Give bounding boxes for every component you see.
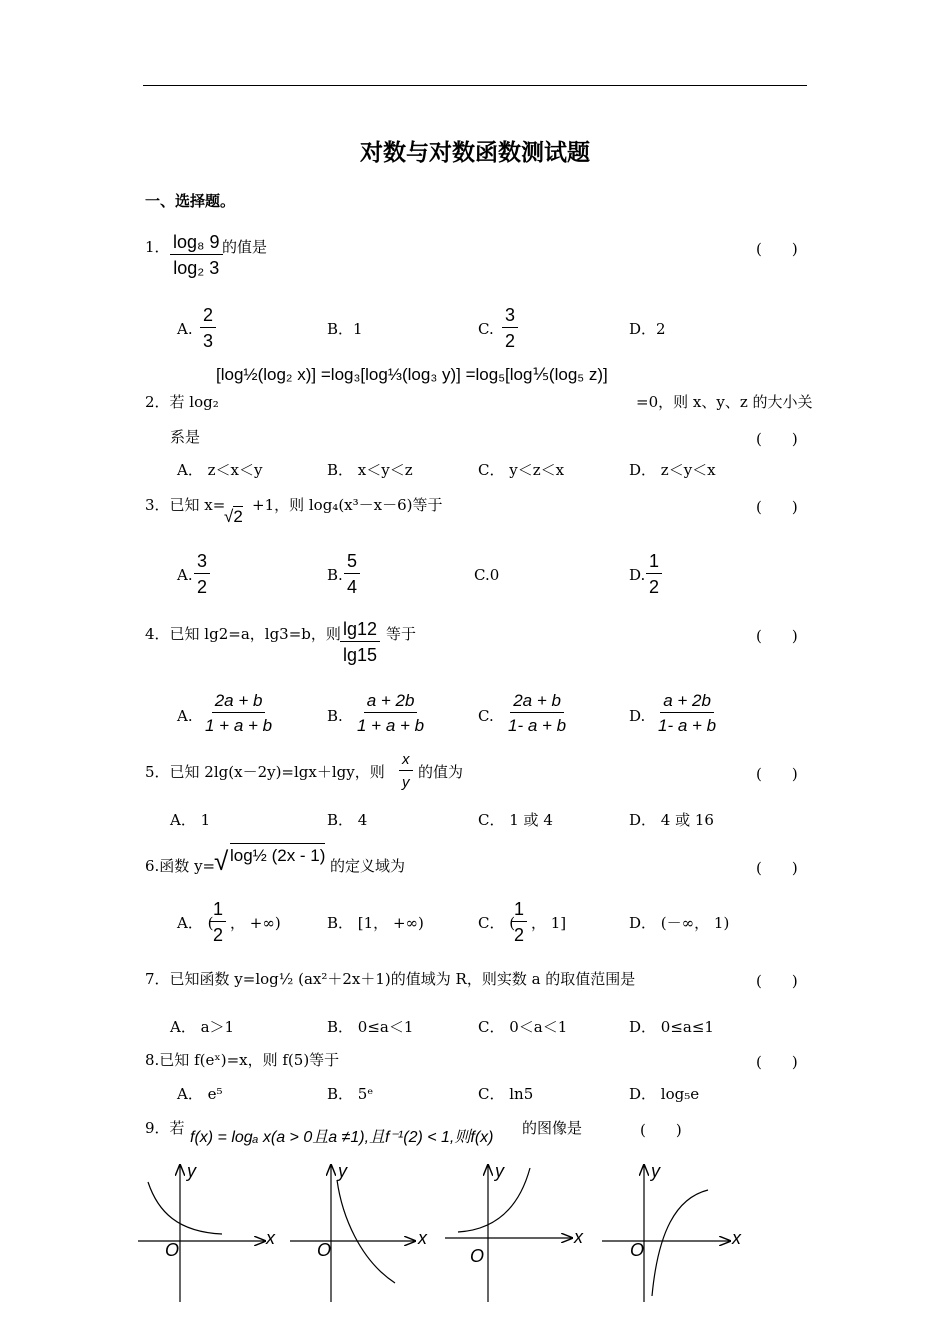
graph-a bbox=[138, 1161, 276, 1302]
q6-option-a-suffix: ， +∞) bbox=[230, 914, 281, 932]
q6-option-d: D． (－∞， 1) bbox=[629, 914, 730, 932]
q6-radical-sign: √ bbox=[214, 846, 229, 876]
q5-fraction-denominator: y bbox=[402, 774, 410, 791]
graph-d-y-label: y bbox=[651, 1161, 660, 1181]
q6-text: 6.函数 y= bbox=[145, 857, 216, 875]
q4-fraction-denominator: lg15 bbox=[343, 645, 378, 665]
q8-answer-blank: ( ) bbox=[756, 1053, 798, 1071]
q4-option-a-label: A. bbox=[177, 707, 193, 725]
q4-option-c-label: C. bbox=[478, 707, 494, 725]
q4-option-c-denominator: 1- a + b bbox=[508, 716, 567, 735]
q2-suffix: =0，则 x、y、z 的大小关 bbox=[636, 393, 813, 411]
q8-option-a: A． e⁵ bbox=[177, 1085, 223, 1103]
q6-option-c-numerator: 1 bbox=[511, 900, 527, 922]
graph-b bbox=[290, 1161, 428, 1302]
q9-answer-blank: ( ) bbox=[640, 1121, 682, 1139]
q1-option-c-label: C. bbox=[478, 320, 494, 338]
q8-option-c: C． ln5 bbox=[478, 1085, 534, 1103]
q6-option-a-denominator: 2 bbox=[213, 925, 224, 945]
q8-option-d: D． log₅e bbox=[629, 1085, 700, 1103]
graph-c-origin-label: O bbox=[470, 1246, 485, 1266]
q2-option-c: C． y＜z＜x bbox=[478, 461, 565, 479]
q2-option-b: B． x＜y＜z bbox=[327, 461, 413, 479]
q7-option-a: A． a＞1 bbox=[170, 1018, 235, 1036]
q1-option-a-denominator: 3 bbox=[203, 331, 214, 351]
q6-option-a-numerator: 1 bbox=[210, 900, 226, 922]
q3-option-b-numerator: 5 bbox=[344, 552, 360, 574]
q3-sqrt: √2 bbox=[224, 507, 243, 526]
q4-option-d-label: D. bbox=[629, 707, 646, 725]
q5-option-b: B． 4 bbox=[327, 811, 368, 829]
q5-option-a: A． 1 bbox=[170, 811, 211, 829]
q7-option-b: B． 0≤a＜1 bbox=[327, 1018, 414, 1036]
q6-suffix: 的定义域为 bbox=[330, 857, 406, 875]
q3-option-a-numerator: 3 bbox=[194, 552, 210, 574]
q4-option-b-numerator: a + 2b bbox=[364, 692, 418, 713]
graph-b-y-label: y bbox=[338, 1161, 347, 1181]
q5-text: 5．已知 2lg(x－2y)=lgx＋lgy，则 bbox=[145, 763, 385, 781]
q1-text: 的值是 bbox=[222, 238, 268, 256]
q3-option-a-denominator: 2 bbox=[197, 577, 208, 597]
graph-d-origin-label: O bbox=[630, 1240, 645, 1260]
graph-d bbox=[602, 1161, 742, 1302]
graph-d-x-label: x bbox=[732, 1228, 741, 1248]
q7-text: 7．已知函数 y=log½ (ax²＋2x＋1)的值域为 R，则实数 a 的取值范围是 bbox=[145, 970, 636, 988]
q1-fraction-denominator: log₂ 3 bbox=[173, 258, 220, 278]
q6-answer-blank: ( ) bbox=[756, 859, 798, 877]
graph-b-x-label: x bbox=[418, 1228, 427, 1248]
graph-c bbox=[445, 1161, 584, 1302]
q7-option-d: D． 0≤a≤1 bbox=[629, 1018, 714, 1036]
q5-option-c: C． 1 或 4 bbox=[478, 811, 553, 829]
q2-line2: 系是 bbox=[170, 428, 201, 446]
q6-option-a-prefix: A． ( bbox=[177, 914, 214, 932]
q4-option-d-numerator: a + 2b bbox=[660, 692, 714, 713]
q2-answer-blank: ( ) bbox=[756, 430, 798, 448]
graph-d-curve bbox=[652, 1190, 708, 1296]
q1-option-b: B．1 bbox=[327, 320, 363, 338]
q1-option-c-denominator: 2 bbox=[505, 331, 516, 351]
q7-answer-blank: ( ) bbox=[756, 972, 798, 990]
q6-option-c-suffix: ， 1] bbox=[531, 914, 567, 932]
graph-c-curve bbox=[458, 1168, 530, 1232]
q4-option-b-denominator: 1 + a + b bbox=[357, 716, 425, 735]
q2-option-a: A． z＜x＜y bbox=[177, 461, 263, 479]
q5-suffix: 的值为 bbox=[418, 763, 464, 781]
q7-option-c: C． 0＜a＜1 bbox=[478, 1018, 568, 1036]
q6-radicand: log½ (2x - 1) bbox=[230, 843, 325, 866]
q1-fraction-numerator: log₈ 9 bbox=[170, 233, 223, 255]
q5-option-d: D． 4 或 16 bbox=[629, 811, 714, 829]
q3-option-d-numerator: 1 bbox=[646, 552, 662, 574]
graph-b-curve bbox=[337, 1180, 395, 1283]
graph-a-x-label: x bbox=[266, 1228, 275, 1248]
q2-formula: [log½(log₂ x)] =log₃[log⅓(log₃ y)] =log₅[log⅕(log₅ z)] bbox=[216, 365, 608, 384]
q3-option-a-label: A. bbox=[177, 566, 193, 584]
q1-option-d: D．2 bbox=[629, 320, 666, 338]
q5-fraction-numerator: x bbox=[399, 752, 413, 771]
q4-option-c-numerator: 2a + b bbox=[510, 692, 564, 713]
q2-prefix: 2．若 log₂ bbox=[145, 393, 219, 411]
q4-option-a-denominator: 1 + a + b bbox=[205, 716, 273, 735]
q3-option-d-label: D. bbox=[629, 566, 646, 584]
q6-option-c-prefix: C． ( bbox=[478, 914, 516, 932]
graph-a-origin-label: O bbox=[165, 1240, 180, 1260]
graph-a-curve bbox=[148, 1182, 222, 1234]
q3-option-b-label: B. bbox=[327, 566, 343, 584]
page-title: 对数与对数函数测试题 bbox=[360, 139, 590, 166]
q4-option-d-denominator: 1- a + b bbox=[658, 716, 717, 735]
q3-option-c: C.0 bbox=[474, 566, 500, 584]
graph-a-y-label: y bbox=[187, 1161, 196, 1181]
q1-answer-blank: ( ) bbox=[756, 240, 798, 258]
graph-c-y-label: y bbox=[495, 1161, 504, 1181]
q8-text: 8.已知 f(eˣ)=x，则 f(5)等于 bbox=[145, 1051, 340, 1069]
q4-option-b-label: B. bbox=[327, 707, 343, 725]
q3-sqrt-radicand: 2 bbox=[233, 507, 243, 526]
q6-option-b: B． [1， +∞) bbox=[327, 914, 424, 932]
q8-option-b: B． 5ᵉ bbox=[327, 1085, 374, 1103]
q9-suffix: 的图像是 bbox=[522, 1119, 583, 1137]
graph-b-origin-label: O bbox=[317, 1240, 332, 1260]
q3-option-d-denominator: 2 bbox=[649, 577, 660, 597]
q4-text: 4．已知 lg2=a，lg3=b，则 bbox=[145, 625, 341, 643]
q5-answer-blank: ( ) bbox=[756, 765, 798, 783]
q1-number: 1． bbox=[145, 238, 170, 256]
q1-option-c-numerator: 3 bbox=[502, 306, 518, 328]
q4-answer-blank: ( ) bbox=[756, 627, 798, 645]
section-heading: 一、选择题。 bbox=[145, 192, 236, 210]
q6-option-c-denominator: 2 bbox=[514, 925, 525, 945]
graph-c-x-label: x bbox=[574, 1227, 583, 1247]
q4-option-a-numerator: 2a + b bbox=[212, 692, 266, 713]
q4-suffix: 等于 bbox=[386, 625, 417, 643]
q3-text-a: 3．已知 x= bbox=[145, 496, 226, 514]
q9-prefix: 9．若 bbox=[145, 1119, 185, 1137]
q3-option-b-denominator: 4 bbox=[347, 577, 358, 597]
q1-option-a-numerator: 2 bbox=[200, 306, 216, 328]
q3-answer-blank: ( ) bbox=[756, 498, 798, 516]
q9-formula: f(x) = logₐ x(a > 0且a ≠1),且f⁻¹(2) < 1,则f(x) bbox=[190, 1129, 494, 1146]
q3-text-b: +1，则 log₄(x³－x－6)等于 bbox=[252, 496, 443, 514]
q4-fraction-numerator: lg12 bbox=[340, 620, 380, 642]
q2-option-d: D． z＜y＜x bbox=[629, 461, 716, 479]
q1-option-a-label: A. bbox=[177, 320, 193, 338]
